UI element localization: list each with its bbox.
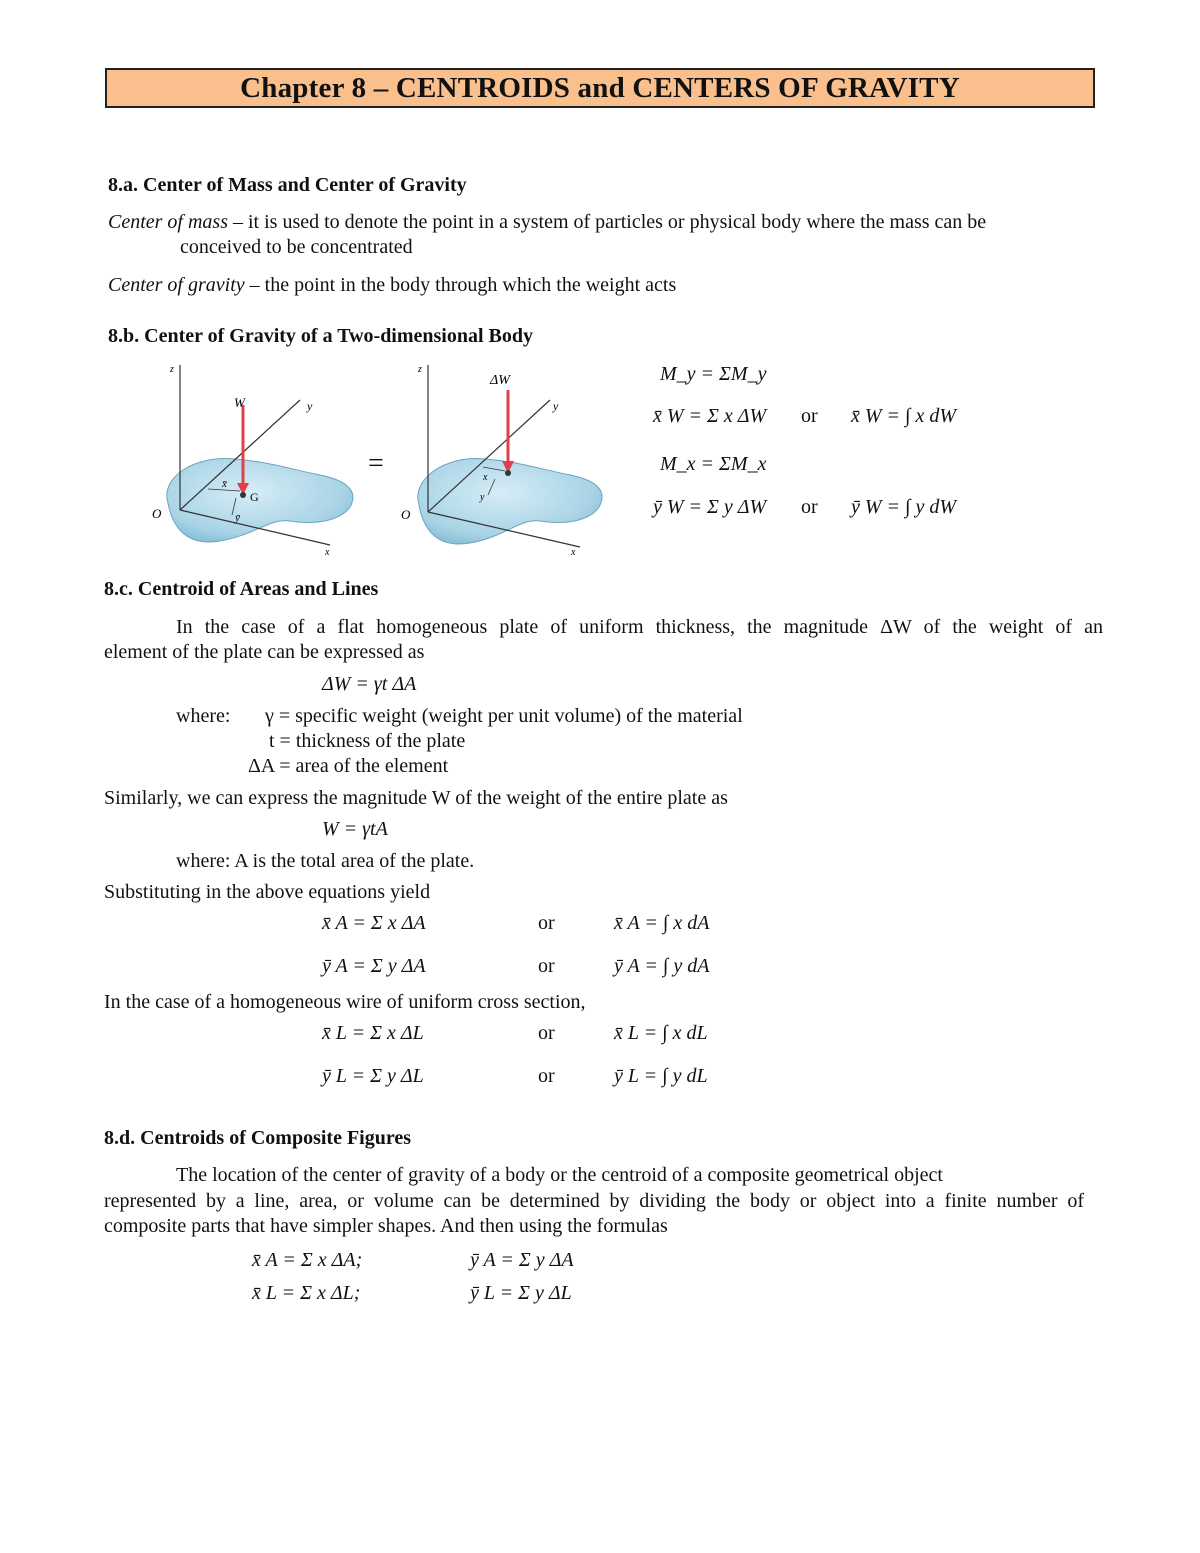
figure-weight-body [140,355,370,560]
eq-line-x-sum: x̄ L = Σ x ΔL [322,1022,424,1044]
eq-line-y-sum: ȳ L = Σ y ΔL [322,1065,424,1087]
fig2-y-dist-label: y [480,492,485,503]
center-of-mass-term: Center of mass [108,211,228,233]
fig1-y-label: y [307,399,313,413]
formula-xbar-area: x̄ A = Σ x ΔA; [252,1249,363,1271]
fig2-y-label: y [553,399,559,413]
definition-area: ΔA = area of the element [248,755,449,777]
center-of-mass-text-cont: conceived to be concentrated [180,236,413,258]
formula-ybar-line: ȳ L = Σ y ΔL [470,1282,572,1304]
fig2-z-label: z [418,364,422,375]
figure-weight-element [395,355,610,560]
heading-8d: 8.d. Centroids of Composite Figures [104,1127,412,1149]
eq-area-x-integral: x̄ A = ∫ x dA [614,912,710,934]
eq-moment-y: M_y = ΣM_y [660,363,767,385]
heading-8a: 8.a. Center of Mass and Center of Gravity [108,174,467,196]
fig2-delta-w-label: ΔW [490,373,510,388]
figure-equals-sign: = [368,448,384,479]
paragraph-line: The location of the center of gravity of a body or the centroid of a composite geometrical object [176,1164,943,1186]
center-of-gravity-point [240,492,246,498]
where-total-area: where: A is the total area of the plate. [176,850,475,872]
paragraph-line: In the case of a flat homogeneous plate of uniform thickness, the magnitude ΔW of the weight of an [176,616,1103,638]
fig1-origin-label: O [152,506,162,521]
center-of-gravity-definition [108,274,676,297]
eq-area-y-sum: ȳ A = Σ y ΔA [322,955,426,977]
eq-area-y-integral: ȳ A = ∫ y dA [614,955,710,977]
eq-or: or [538,1065,555,1087]
eq-moment-x: M_x = ΣM_x [660,453,767,475]
where-label: where: [176,705,231,727]
fig2-x-dist-label: x [483,472,488,483]
fig1-x-label: x [325,547,330,558]
fig2-origin-label: O [401,507,411,522]
paragraph-line: Substituting in the above equations yield [104,881,431,903]
center-of-mass-text: – it is used to denote the point in a system of particles or physical body where the mass can be [228,211,987,233]
paragraph-line: element of the plate can be expressed as [104,641,425,663]
fig2-x-label: x [571,547,576,558]
fig1-g-label: G [250,490,259,504]
fig1-w-label: W [234,395,245,410]
formula-ybar-area: ȳ A = Σ y ΔA [470,1249,574,1271]
eq-ybar-weight-integral: ȳ W = ∫ y dW [851,496,957,518]
chapter-title: Chapter 8 – CENTROIDS and CENTERS OF GRAVITY [240,71,960,104]
eq-total-weight: W = γtA [322,818,388,840]
eq-or: or [538,912,555,934]
eq-or: or [801,496,818,518]
eq-line-y-integral: ȳ L = ∫ y dL [614,1065,708,1087]
definition-gamma: γ = specific weight (weight per unit volume) of the material [265,705,743,727]
element-point [505,470,511,476]
eq-ybar-weight-sum: ȳ W = Σ y ΔW [653,496,767,518]
paragraph-line: composite parts that have simpler shapes. And then using the formulas [104,1215,668,1237]
heading-8c: 8.c. Centroid of Areas and Lines [104,578,379,600]
eq-or: or [801,405,818,427]
eq-xbar-weight-sum: x̄ W = Σ x ΔW [653,405,767,427]
center-of-gravity-text: – the point in the body through which the weight acts [244,274,677,296]
eq-line-x-integral: x̄ L = ∫ x dL [614,1022,708,1044]
center-of-gravity-term: Center of gravity [108,274,245,296]
center-of-mass-definition [108,211,1104,234]
fig1-xbar-label: x̄ [222,478,227,490]
eq-or: or [538,1022,555,1044]
eq-area-x-sum: x̄ A = Σ x ΔA [322,912,426,934]
paragraph-line: In the case of a homogeneous wire of uniform cross section, [104,991,586,1013]
fig1-ybar-label: ȳ [235,512,240,524]
chapter-title-box [105,68,1095,108]
heading-8b: 8.b. Center of Gravity of a Two-dimensional Body [108,325,534,347]
eq-or: or [538,955,555,977]
eq-xbar-weight-integral: x̄ W = ∫ x dW [851,405,957,427]
plate-shape [167,459,353,542]
definition-thickness: t = thickness of the plate [269,730,466,752]
paragraph-line: represented by a line, area, or volume can be determined by dividing the body or object into a finite number of [104,1190,1084,1212]
formula-xbar-line: x̄ L = Σ x ΔL; [252,1282,361,1304]
fig1-z-label: z [170,364,174,375]
eq-delta-w: ΔW = γt ΔA [322,673,417,695]
paragraph-line: Similarly, we can express the magnitude W of the weight of the entire plate as [104,787,728,809]
